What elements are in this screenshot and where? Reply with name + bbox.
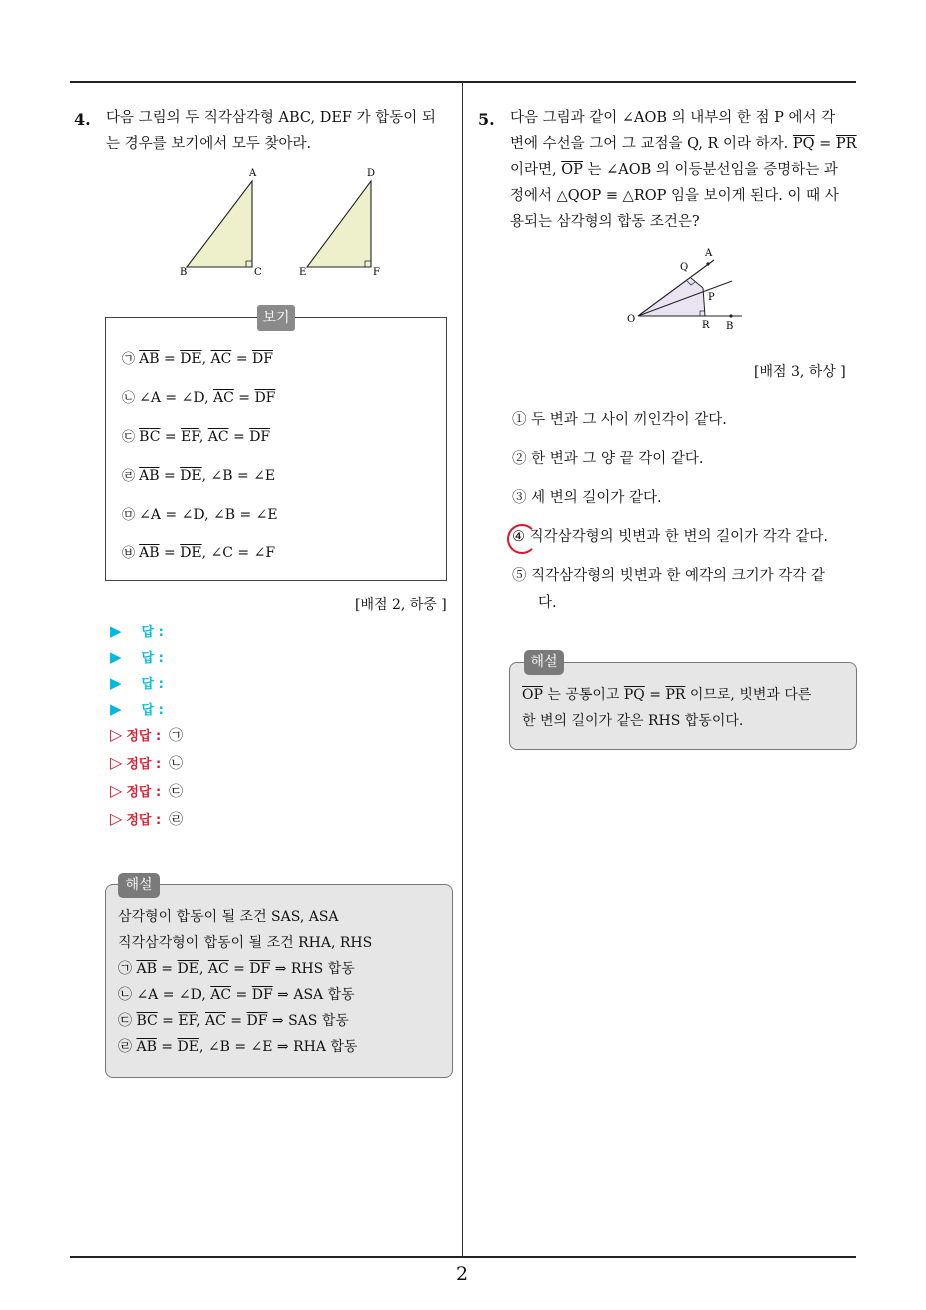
text-span: ∠A = ∠D, <box>139 390 213 406</box>
segment-symbol: $\overline{AC}$ <box>212 390 234 406</box>
segment-symbol: $\overline{PQ}$ <box>623 687 645 703</box>
text-span: , ∠B = ∠E ⇒ RHA 합동 <box>198 1039 358 1055</box>
text-span: = <box>159 468 181 484</box>
bogi-item <box>122 504 278 523</box>
correct-answer-row <box>110 780 183 802</box>
segment-symbol: $\overline{AB}$ <box>139 545 160 561</box>
q4-text-line-2: 는 경우를 보기에서 모두 찾아라. <box>106 136 312 152</box>
q5-text-line <box>510 183 860 209</box>
point-a-dot <box>706 262 709 265</box>
segment-symbol: $\overline{DE}$ <box>177 961 199 977</box>
text-span: ㉣ <box>118 1039 137 1055</box>
answer-label: 답 : <box>141 651 164 666</box>
segment-symbol: $\overline{EF}$ <box>178 1013 197 1029</box>
answer-arrow-icon: ▶ <box>110 622 122 640</box>
label-b: B <box>180 267 188 278</box>
explanation-line <box>118 1008 448 1034</box>
explanation-line <box>118 982 448 1008</box>
segment-symbol: $\overline{AC}$ <box>210 351 232 367</box>
point-b-dot <box>729 314 732 317</box>
label-f: F <box>373 267 380 278</box>
q4-score: [배점 2, 하중 ] <box>355 597 447 613</box>
text-span: ㉠ <box>118 961 137 977</box>
q5-text-line <box>510 209 860 235</box>
segment-symbol: $\overline{PR}$ <box>665 687 686 703</box>
bogi-item <box>122 348 273 367</box>
answer-arrow-outline-icon: ▷ <box>110 809 123 828</box>
top-rule <box>70 81 856 83</box>
explanation-line <box>118 930 448 956</box>
text-span: , <box>196 1013 206 1029</box>
choice-3[interactable] <box>512 486 662 507</box>
q5-angle-figure <box>620 240 760 335</box>
correct-answer-value: ㉢ <box>169 784 184 800</box>
answer-label: 답 : <box>141 625 164 640</box>
selected-circle-mark <box>507 524 537 554</box>
text-span: = <box>233 390 255 406</box>
text-span: = <box>156 1039 178 1055</box>
segment-symbol: $\overline{PR}$ <box>835 136 857 152</box>
text-span: = <box>159 545 181 561</box>
choice-marker: ⑤ <box>512 568 527 584</box>
text-span: = <box>228 429 250 445</box>
bogi-item <box>122 387 275 406</box>
text-span: ⇒ SAS 합동 <box>267 1013 349 1029</box>
bogi-item <box>122 465 275 484</box>
column-divider <box>462 82 463 1257</box>
correct-answer-label: 정답 : <box>126 785 162 800</box>
segment-symbol: $\overline{PQ}$ <box>792 136 815 152</box>
bogi-marker: ㉣ <box>122 469 140 484</box>
text-span: , <box>198 429 208 445</box>
text-span: = <box>814 136 836 152</box>
explanation-line <box>118 956 448 982</box>
text-span: 이므로, 빗변과 다른 <box>685 687 812 703</box>
text-span: 다음 그림과 같이 ∠AOB 의 내부의 한 점 P 에서 각 <box>510 110 836 126</box>
label-a: A <box>249 168 257 179</box>
q5-number: 5. <box>478 110 495 129</box>
text-span: , ∠C = ∠F <box>201 545 276 561</box>
bogi-marker: ㉠ <box>122 352 140 367</box>
segment-symbol: $\overline{AC}$ <box>207 961 229 977</box>
text-span: 용되는 삼각형의 합동 조건은? <box>510 214 700 230</box>
label-a5: A <box>705 248 713 259</box>
answer-arrow-icon: ▶ <box>110 674 122 692</box>
answer-arrow-icon: ▶ <box>110 700 122 718</box>
label-r: R <box>702 320 710 331</box>
text-span: 정에서 △QOP ≡ △ROP 임을 보이게 된다. 이 때 사 <box>510 188 839 204</box>
text-span: = <box>231 351 253 367</box>
segment-symbol: $\overline{DF}$ <box>246 1013 268 1029</box>
text-span: 변에 수선을 그어 그 교점을 Q, R 이라 하자. <box>510 136 793 152</box>
choice-marker: ① <box>512 412 527 428</box>
choice-2[interactable] <box>512 447 703 468</box>
q5-text-line <box>510 105 860 131</box>
label-c: C <box>254 267 262 278</box>
text-span: = <box>225 1013 247 1029</box>
explanation-line <box>118 904 448 930</box>
q4-triangle-figure <box>170 165 400 285</box>
segment-symbol: $\overline{AB}$ <box>139 351 160 367</box>
bogi-marker: ㉤ <box>122 508 140 523</box>
text-span: 한 변의 길이가 같은 RHS 합동이다. <box>522 713 744 729</box>
answer-blank-row <box>110 698 164 720</box>
bogi-marker: ㉥ <box>122 546 140 561</box>
answer-blank-row <box>110 620 164 642</box>
segment-symbol: $\overline{AB}$ <box>136 1039 157 1055</box>
label-p: P <box>708 292 715 303</box>
explanation-line <box>522 708 852 734</box>
choice-text: 한 변과 그 양 끝 각이 같다. <box>526 451 704 467</box>
q4-explanation-title: 해설 <box>118 873 160 898</box>
q4-question <box>106 105 456 157</box>
segment-symbol: $\overline{AC}$ <box>205 1013 226 1029</box>
bogi-marker: ㉡ <box>122 391 140 406</box>
q5-question <box>510 105 860 235</box>
segment-symbol: $\overline{DE}$ <box>180 468 202 484</box>
bottom-rule <box>70 1256 856 1258</box>
choice-text: 직각삼각형의 빗변과 한 예각의 크기가 각각 같 <box>526 568 825 584</box>
choice-5-continuation: 다. <box>538 595 557 611</box>
segment-symbol: $\overline{DE}$ <box>180 545 202 561</box>
text-span: ∠A = ∠D, ∠B = ∠E <box>139 507 278 523</box>
correct-answer-value: ㉠ <box>169 728 184 744</box>
text-span: , ∠B = ∠E <box>201 468 276 484</box>
choice-1[interactable] <box>512 408 727 429</box>
segment-symbol: $\overline{AC}$ <box>210 987 232 1003</box>
choice-text: 두 변과 그 사이 끼인각이 같다. <box>526 412 727 428</box>
text-span: = <box>228 961 250 977</box>
text-span: 삼각형이 합동이 될 조건 SAS, ASA <box>118 909 339 925</box>
label-o: O <box>627 314 636 325</box>
segment-symbol: $\overline{DE}$ <box>180 351 202 367</box>
choice-marker: ④ <box>512 529 525 545</box>
correct-answer-row <box>110 808 183 830</box>
q5-score: [배점 3, 하상 ] <box>754 364 846 380</box>
text-span: ㉡ ∠A = ∠D, <box>118 987 211 1003</box>
answer-blank-row <box>110 646 164 668</box>
correct-answer-label: 정답 : <box>126 729 162 744</box>
choice-marker: ② <box>512 451 527 467</box>
segment-symbol: $\overline{OP}$ <box>561 162 583 178</box>
text-span: = <box>159 351 181 367</box>
kite-oqpr <box>638 278 705 316</box>
correct-answer-row <box>110 752 183 774</box>
explanation-line <box>522 682 852 708</box>
segment-symbol: $\overline{DF}$ <box>251 987 273 1003</box>
text-span: = <box>231 987 252 1003</box>
answer-label: 답 : <box>141 703 164 718</box>
explanation-line <box>118 1034 448 1060</box>
q4-explanation-text <box>118 904 448 1060</box>
answer-label: 답 : <box>141 677 164 692</box>
q4-number: 4. <box>74 110 91 129</box>
text-span: 는 ∠AOB 의 이등분선임을 증명하는 과 <box>582 162 838 178</box>
text-span: = <box>644 687 666 703</box>
text-span: 이라면, <box>510 162 562 178</box>
segment-symbol: $\overline{AC}$ <box>207 429 229 445</box>
segment-symbol: $\overline{BC}$ <box>136 1013 158 1029</box>
page-number: 2 <box>456 1263 469 1285</box>
correct-answer-label: 정답 : <box>126 757 162 772</box>
triangle-abc <box>187 181 252 267</box>
label-q: Q <box>680 262 689 273</box>
text-span: ㉢ <box>118 1013 137 1029</box>
answer-arrow-icon: ▶ <box>110 648 122 666</box>
segment-symbol: $\overline{DF}$ <box>254 390 276 406</box>
segment-symbol: $\overline{AB}$ <box>136 961 157 977</box>
segment-symbol: $\overline{EF}$ <box>181 429 199 445</box>
segment-symbol: $\overline{DE}$ <box>177 1039 199 1055</box>
choice-text: 세 변의 길이가 같다. <box>526 490 662 506</box>
answer-arrow-outline-icon: ▷ <box>110 781 123 800</box>
correct-answer-row <box>110 724 183 746</box>
segment-symbol: $\overline{DF}$ <box>249 961 271 977</box>
segment-symbol: $\overline{DF}$ <box>252 351 273 367</box>
text-span: = <box>157 1013 179 1029</box>
text-span: , <box>201 351 211 367</box>
correct-answer-label: 정답 : <box>126 813 162 828</box>
text-span: ⇒ ASA 합동 <box>272 987 355 1003</box>
bogi-title: 보기 <box>257 305 295 331</box>
choice-text: 직각삼각형의 빗변과 한 변의 길이가 각각 같다. <box>525 529 829 545</box>
q4-text-line-1: 다음 그림의 두 직각삼각형 ABC, DEF 가 합동이 되 <box>106 110 436 126</box>
text-span: 직각삼각형이 합동이 될 조건 RHA, RHS <box>118 935 373 951</box>
text-span: 는 공통이고 <box>542 687 624 703</box>
answer-arrow-outline-icon: ▷ <box>110 725 123 744</box>
text-span: = <box>160 429 182 445</box>
label-b5: B <box>726 321 734 332</box>
label-d: D <box>367 168 376 179</box>
segment-symbol: $\overline{AB}$ <box>139 468 160 484</box>
segment-symbol: $\overline{BC}$ <box>139 429 161 445</box>
correct-answer-value: ㉡ <box>169 756 184 772</box>
answer-arrow-outline-icon: ▷ <box>110 753 123 772</box>
q5-explanation-title: 해설 <box>524 650 564 675</box>
bogi-marker: ㉢ <box>122 430 140 445</box>
answer-blank-row <box>110 672 164 694</box>
choice-4[interactable] <box>512 525 828 546</box>
text-span: ⇒ RHS 합동 <box>270 961 355 977</box>
label-e: E <box>299 267 307 278</box>
q5-explanation-text <box>522 682 852 734</box>
text-span: , <box>198 961 208 977</box>
choice-marker: ③ <box>512 490 527 506</box>
correct-answer-value: ㉣ <box>169 812 184 828</box>
triangle-def <box>307 181 371 267</box>
bogi-item <box>122 542 275 561</box>
q5-text-line <box>510 131 860 157</box>
q5-text-line <box>510 157 860 183</box>
bogi-item <box>122 426 270 445</box>
segment-symbol: $\overline{DF}$ <box>249 429 271 445</box>
segment-symbol: $\overline{OP}$ <box>522 687 543 703</box>
choice-5[interactable] <box>512 564 825 585</box>
text-span: = <box>156 961 178 977</box>
